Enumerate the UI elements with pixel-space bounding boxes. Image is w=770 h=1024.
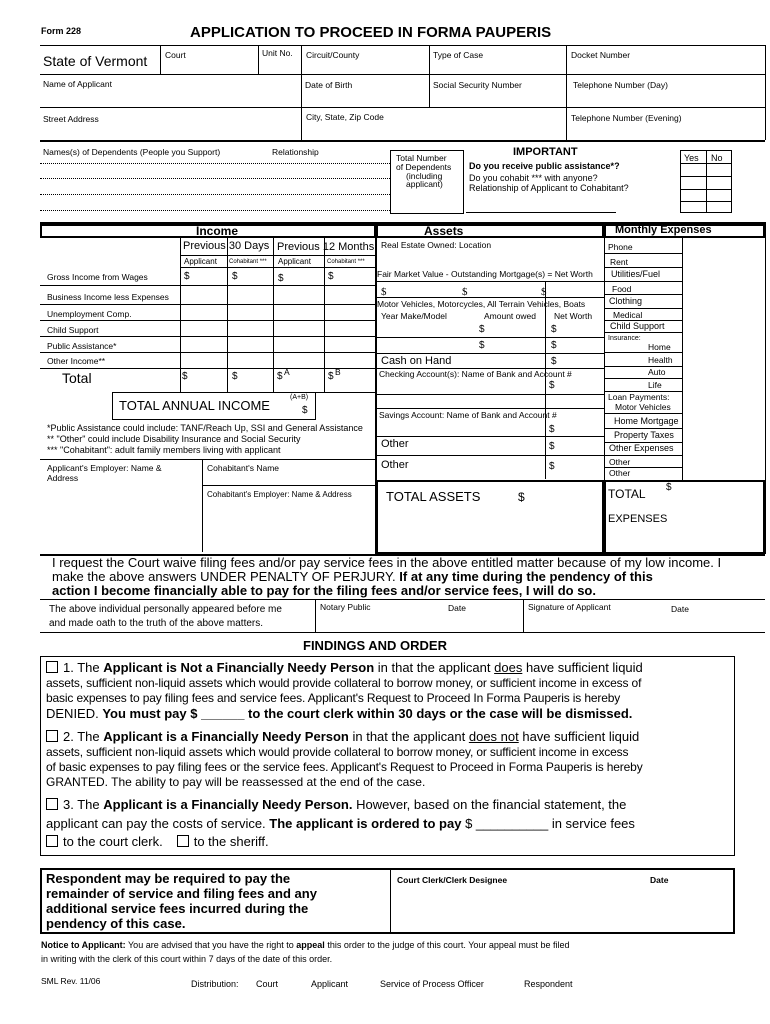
income-row-business: Business Income less Expenses: [47, 292, 169, 302]
distribution-label: Distribution:: [191, 979, 239, 989]
finding-2-line-4: GRANTED. The ability to pay will be reassessed at the end of the case.: [46, 775, 426, 789]
dollar-sign: $: [381, 286, 387, 298]
appeared-line-1: The above individual personally appeared before me: [49, 604, 282, 615]
expense-utilities: Utilities/Fuel: [611, 269, 661, 279]
notice-line-2: in writing with the clerk of this court within 7 days of the date of this order.: [41, 954, 333, 964]
dollar-sign: $: [462, 286, 468, 298]
city-field[interactable]: City, State, Zip Code: [306, 112, 384, 122]
dollar-sign: $: [184, 271, 190, 282]
fair-market-label: Fair Market Value - Outstanding Mortgage(s) = Net Worth: [377, 269, 593, 279]
distribution-officer: Service of Process Officer: [380, 979, 484, 989]
dollar-sign: $: [328, 271, 334, 282]
total-expenses-label: TOTAL: [608, 487, 646, 501]
total-dependents-label-3: (including: [406, 171, 443, 181]
income-row-other: Other Income**: [47, 356, 106, 366]
street-field[interactable]: Street Address: [43, 114, 99, 124]
savings-label: Savings Account: Name of Bank and Account #: [379, 410, 557, 420]
clerk-date-field[interactable]: Date: [650, 875, 669, 885]
sheriff-checkbox[interactable]: [177, 835, 189, 847]
loan-home-mortgage: Home Mortgage: [614, 416, 679, 426]
finding-3-line-3: to the court clerk. to the sheriff.: [46, 835, 269, 848]
expenses-other-1: Other: [609, 457, 631, 467]
dollar-sign: $: [518, 490, 525, 504]
cash-on-hand-label: Cash on Hand: [381, 355, 452, 367]
real-estate-label: Real Estate Owned: Location: [381, 240, 492, 250]
superscript-a: A: [284, 367, 290, 377]
clerk-designee-field[interactable]: Court Clerk/Clerk Designee: [397, 875, 508, 885]
notary-field[interactable]: Notary Public: [320, 602, 371, 612]
expenses-title: Monthly Expenses: [615, 224, 712, 236]
a-plus-b: (A+B): [290, 394, 309, 401]
relationship-question: Relationship of Applicant to Cohabitant?: [469, 183, 629, 193]
insurance-auto: Auto: [648, 367, 666, 377]
notary-date-field[interactable]: Date: [448, 603, 466, 613]
insurance-label: Insurance:: [608, 335, 641, 342]
form-title: APPLICATION TO PROCEED IN FORMA PAUPERIS: [190, 24, 552, 41]
respondent-line-1: Respondent may be required to pay the: [46, 871, 291, 886]
expenses-other-2: Other: [609, 468, 631, 478]
dollar-sign: $: [479, 324, 485, 335]
finding-2-checkbox[interactable]: [46, 730, 58, 742]
expense-food: Food: [612, 284, 632, 294]
dollar-sign: $: [182, 371, 188, 382]
dollar-sign: $: [666, 482, 672, 493]
dollar-sign: $: [328, 371, 334, 382]
respondent-line-3: additional service fees incurred during the: [46, 901, 309, 916]
col-applicant-30: Applicant: [184, 257, 217, 266]
notice-line-1: Notice to Applicant: You are advised that you have the right to appeal this order to the judge of this court. Your appeal must be filed: [41, 940, 570, 950]
income-title: Income: [196, 224, 239, 238]
dollar-sign: $: [551, 356, 557, 367]
income-row-unemployment: Unemployment Comp.: [47, 309, 132, 319]
loan-property-taxes: Property Taxes: [614, 430, 674, 440]
expense-medical: Medical: [613, 310, 643, 320]
dollar-sign: $: [551, 324, 557, 335]
income-row-public-assistance: Public Assistance*: [47, 341, 117, 351]
cohabitant-name-field[interactable]: Cohabitant's Name: [207, 463, 280, 473]
cohabitant-employer-field[interactable]: Cohabitant's Employer: Name & Address: [207, 490, 352, 499]
ssn-field[interactable]: Social Security Number: [433, 80, 522, 90]
note-public-assistance: *Public Assistance could include: TANF/Reach Up, SSI and General Assistance: [47, 423, 363, 433]
total-assets-label: TOTAL ASSETS: [386, 489, 481, 504]
dollar-sign: $: [278, 273, 284, 284]
dollar-sign: $: [549, 424, 555, 435]
finding-2-line-1: 2. The Applicant is a Financially Needy Person in that the applicant does not have sufficient liquid: [46, 730, 639, 743]
col-cohabitant-30: Cohabitant ***: [229, 259, 267, 265]
respondent-line-4: pendency of this case.: [46, 916, 186, 931]
finding-2-line-3: of basic expenses to pay filing fees or the service fees. Applicant's Request to Proceed in Forma Pauperis is hereby: [46, 760, 643, 774]
phone-evening-field[interactable]: Telephone Number (Evening): [571, 113, 682, 123]
form-number: Form 228: [41, 26, 82, 36]
cohabit-question: Do you cohabit *** with anyone?: [469, 173, 598, 183]
col-cohabitant-12: Cohabitant ***: [327, 259, 365, 265]
signature-field[interactable]: Signature of Applicant: [528, 602, 611, 612]
note-cohabitant: *** "Cohabitant": adult family members living with applicant: [47, 445, 281, 455]
applicant-employer-address-label: Address: [47, 473, 79, 483]
finding-1-line-3: basic expenses to pay filing fees and service fees. Applicant's Request to Proceed In Forma Pauperis is hereby: [46, 691, 621, 705]
docket-field[interactable]: Docket Number: [571, 50, 631, 60]
dollar-sign: $: [549, 461, 555, 472]
insurance-home: Home: [648, 342, 671, 352]
dollar-sign: $: [541, 286, 547, 298]
dollar-sign: $: [302, 405, 308, 416]
important-title: IMPORTANT: [513, 146, 578, 158]
finding-1-checkbox[interactable]: [46, 661, 58, 673]
applicant-name-field[interactable]: Name of Applicant: [43, 79, 112, 89]
case-type-field[interactable]: Type of Case: [433, 50, 484, 60]
income-row-wages: Gross Income from Wages: [47, 272, 148, 282]
distribution-court: Court: [256, 979, 279, 989]
findings-title: FINDINGS AND ORDER: [303, 638, 447, 653]
state-label: State of Vermont: [43, 53, 148, 69]
finding-2-line-2: assets, sufficient non-liquid assets which would provide collateral to borrow money, or sufficient income in excess: [46, 745, 629, 759]
year-make-label: Year Make/Model: [381, 311, 447, 321]
distribution-applicant: Applicant: [311, 979, 349, 989]
expense-rent: Rent: [610, 257, 628, 267]
signature-date-field[interactable]: Date: [671, 604, 689, 614]
circuit-field[interactable]: Circuit/County: [306, 50, 360, 60]
dollar-sign: $: [549, 441, 555, 452]
applicant-employer-field[interactable]: Applicant's Employer: Name &: [47, 463, 162, 473]
assets-other-2: Other: [381, 459, 409, 471]
checking-label: Checking Account(s): Name of Bank and Account #: [379, 369, 572, 379]
court-field[interactable]: Court: [165, 50, 186, 60]
phone-day-field[interactable]: Telephone Number (Day): [573, 80, 668, 90]
expense-child-support: Child Support: [610, 321, 665, 331]
income-row-child-support: Child Support: [47, 325, 99, 335]
request-line-2: make the above answers UNDER PENALTY OF PERJURY. If at any time during the pendency of this: [52, 569, 653, 584]
clerk-checkbox[interactable]: [46, 835, 58, 847]
dollar-sign: $: [549, 380, 555, 391]
insurance-health: Health: [648, 355, 673, 365]
relationship-label: Relationship: [272, 147, 319, 157]
finding-3-line-2: applicant can pay the costs of service. The applicant is ordered to pay $ __________ in service fees: [46, 816, 635, 831]
superscript-b: B: [335, 367, 341, 377]
no-label: No: [711, 153, 723, 163]
income-total-label: Total: [62, 370, 92, 386]
distribution-respondent: Respondent: [524, 979, 573, 989]
unit-field[interactable]: Unit No.: [262, 48, 293, 58]
loan-motor-vehicles: Motor Vehicles: [615, 402, 671, 412]
other-expenses: Other Expenses: [609, 443, 674, 453]
dollar-sign: $: [479, 340, 485, 351]
revision-label: SML Rev. 11/06: [41, 976, 101, 986]
dependents-label: Names(s) of Dependents (People you Support): [43, 147, 221, 157]
respondent-line-2: remainder of service and filing fees and any: [46, 886, 317, 901]
vehicles-label: Motor Vehicles, Motorcycles, All Terrain Vehicles, Boats: [377, 299, 586, 309]
request-line-1: I request the Court waive filing fees and/or pay service fees in the above entitled matter because of my low income. I: [52, 555, 722, 570]
dollar-sign: $: [551, 340, 557, 351]
assets-other-1: Other: [381, 438, 409, 450]
dollar-sign: $: [232, 371, 238, 382]
finding-1-line-1: 1. The Applicant is Not a Financially Needy Person in that the applicant does have sufficient liquid: [46, 661, 643, 674]
insurance-life: Life: [648, 380, 662, 390]
finding-3-checkbox[interactable]: [46, 798, 58, 810]
prev-30-header: Previous 30 Days: [183, 240, 270, 252]
dob-field[interactable]: Date of Birth: [305, 80, 353, 90]
total-dependents-label-2: of Dependents: [396, 162, 452, 172]
prev-12-header: Previous 12 Months: [277, 241, 375, 253]
expense-clothing: Clothing: [609, 296, 643, 306]
appeared-line-2: and made oath to the truth of the above matters.: [49, 618, 264, 629]
finding-1-line-4: DENIED. You must pay $ ______ to the court clerk within 30 days or the case will be dismissed.: [46, 706, 633, 721]
finding-3-line-1: 3. The Applicant is a Financially Needy Person. However, based on the financial statement, the: [46, 798, 626, 811]
public-assistance-question: Do you receive public assistance*?: [469, 161, 620, 171]
col-applicant-12: Applicant: [278, 257, 311, 266]
note-other: ** "Other" could include Disability Insurance and Social Security: [47, 434, 301, 444]
net-worth-label: Net Worth: [554, 311, 593, 321]
yes-label: Yes: [684, 153, 699, 163]
amount-owed-label: Amount owed: [484, 311, 536, 321]
expense-phone: Phone: [608, 242, 633, 252]
dollar-sign: $: [277, 371, 283, 382]
finding-1-line-2: assets, sufficient non-liquid assets which would provide collateral to borrow money, or sufficient income in excess of: [46, 676, 642, 690]
loan-payments-label: Loan Payments:: [608, 392, 670, 402]
total-annual-income-label: TOTAL ANNUAL INCOME: [119, 398, 270, 413]
total-dependents-label-4: applicant): [406, 179, 443, 189]
expenses-label: EXPENSES: [608, 513, 668, 525]
request-line-3: action I become financially able to pay for the filing fees and/or service fees, I will do so.: [52, 583, 596, 598]
dollar-sign: $: [232, 271, 238, 282]
assets-title: Assets: [424, 224, 464, 238]
total-dependents-label: Total Number: [396, 153, 447, 163]
